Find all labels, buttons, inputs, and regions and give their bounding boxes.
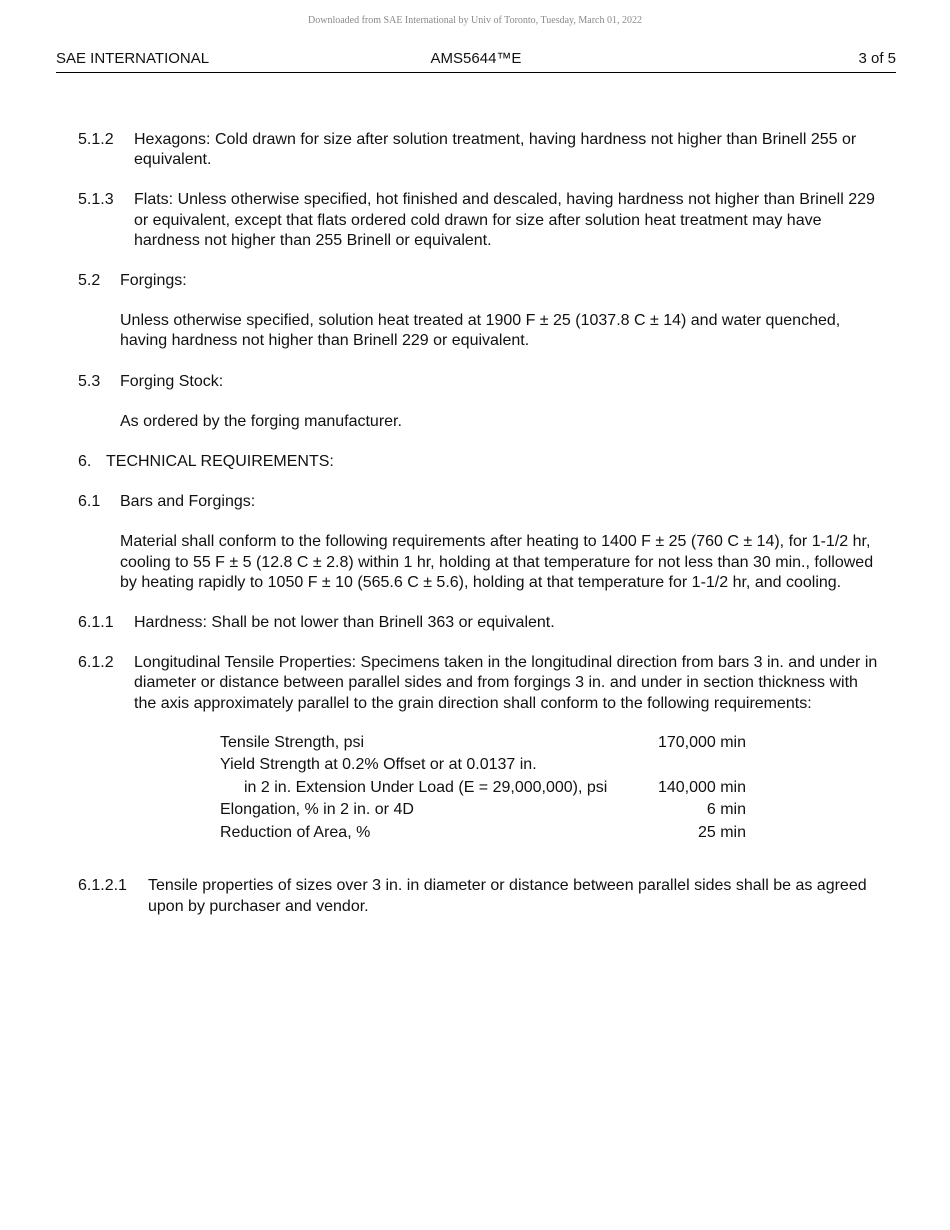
section-5-2-body: Unless otherwise specified, solution heat treated at 1900 F ± 25 (1037.8 C ± 14) and water quenched, having hardness not higher than Brinell 229 or equivalent. <box>120 312 841 350</box>
table-row <box>220 822 746 845</box>
download-watermark: Downloaded from SAE International by Univ of Toronto, Tuesday, March 01, 2022 <box>308 15 642 26</box>
section-number: 5.2 <box>78 272 101 290</box>
tensile-properties-table <box>220 732 746 845</box>
section-6-1 <box>78 492 878 512</box>
section-number: 6.1.2 <box>78 654 114 672</box>
section-5-1-2 <box>78 130 878 170</box>
section-title: TECHNICAL REQUIREMENTS: <box>106 453 334 471</box>
header-document-id: AMS5644™E <box>430 50 522 67</box>
document-body <box>78 130 878 937</box>
section-text: Tensile properties of sizes over 3 in. in diameter or distance between parallel sides shall be as agreed upon by purchaser and vendor. <box>148 877 867 915</box>
table-row <box>220 799 746 822</box>
section-number: 5.3 <box>78 372 101 390</box>
section-6 <box>78 452 878 472</box>
section-5-1-3 <box>78 190 878 251</box>
section-title: Forgings: <box>120 272 187 290</box>
section-number: 6.1 <box>78 493 101 511</box>
section-number: 6. <box>78 453 92 471</box>
property-label: Tensile Strength, psi <box>220 733 365 751</box>
section-text: Longitudinal Tensile Properties: Specimens taken in the longitudinal direction from bars 3 in. and under in diameter or distance between parallel sides and from forgings 3 in. and under in section thickness with the axis approximately parallel to the grain direction shall conform to the following requirements: <box>134 654 878 712</box>
section-5-3 <box>78 372 878 392</box>
property-value: 140,000 min <box>657 778 746 796</box>
section-text: Flats: Unless otherwise specified, hot finished and descaled, having hardness not higher than Brinell 229 or equivalent, except that flats ordered cold drawn for size after solution heat treatment may have hardness not higher than 255 Brinell or equivalent. <box>134 191 875 249</box>
property-value: 25 min <box>697 823 746 841</box>
section-number: 6.1.2.1 <box>78 877 127 895</box>
property-value: 6 min <box>706 801 746 819</box>
table-row <box>220 732 746 755</box>
section-6-1-body: Material shall conform to the following requirements after heating to 1400 F ± 25 (760 C ± 14), for 1-1/2 hr, cooling to 55 F ± 5 (12.8 C ± 2.8) within 1 hr, holding at that temperature for not less than 30 min., followed by heating rapidly to 1050 F ± 10 (565.6 C ± 5.6), holding at that temperature for 1-1/2 hr, and cooling. <box>120 533 874 591</box>
section-6-1-2-1 <box>78 876 878 916</box>
section-text: Hexagons: Cold drawn for size after solution treatment, having hardness not higher than Brinell 255 or equivalent. <box>134 131 857 169</box>
property-label: Reduction of Area, % <box>220 823 371 841</box>
section-title: Forging Stock: <box>120 372 224 390</box>
section-5-2 <box>78 271 878 291</box>
section-5-3-body: As ordered by the forging manufacturer. <box>120 412 402 430</box>
header-organization: SAE INTERNATIONAL <box>56 50 210 67</box>
section-title: Bars and Forgings: <box>120 493 256 511</box>
section-text: Hardness: Shall be not lower than Brinell 363 or equivalent. <box>134 614 555 632</box>
header-page-number: 3 of 5 <box>858 50 896 67</box>
section-number: 6.1.1 <box>78 614 114 632</box>
section-6-1-2 <box>78 653 878 714</box>
section-6-1-1 <box>78 613 878 633</box>
table-row <box>220 777 746 800</box>
property-label: in 2 in. Extension Under Load (E = 29,000,000), psi <box>244 778 608 796</box>
section-number: 5.1.2 <box>78 131 114 148</box>
property-label: Yield Strength at 0.2% Offset or at 0.0137 in. <box>220 756 537 774</box>
section-number: 5.1.3 <box>78 191 114 209</box>
page-header <box>56 50 896 73</box>
table-row <box>220 754 746 777</box>
property-label: Elongation, % in 2 in. or 4D <box>220 801 414 819</box>
property-value: 170,000 min <box>657 733 746 751</box>
